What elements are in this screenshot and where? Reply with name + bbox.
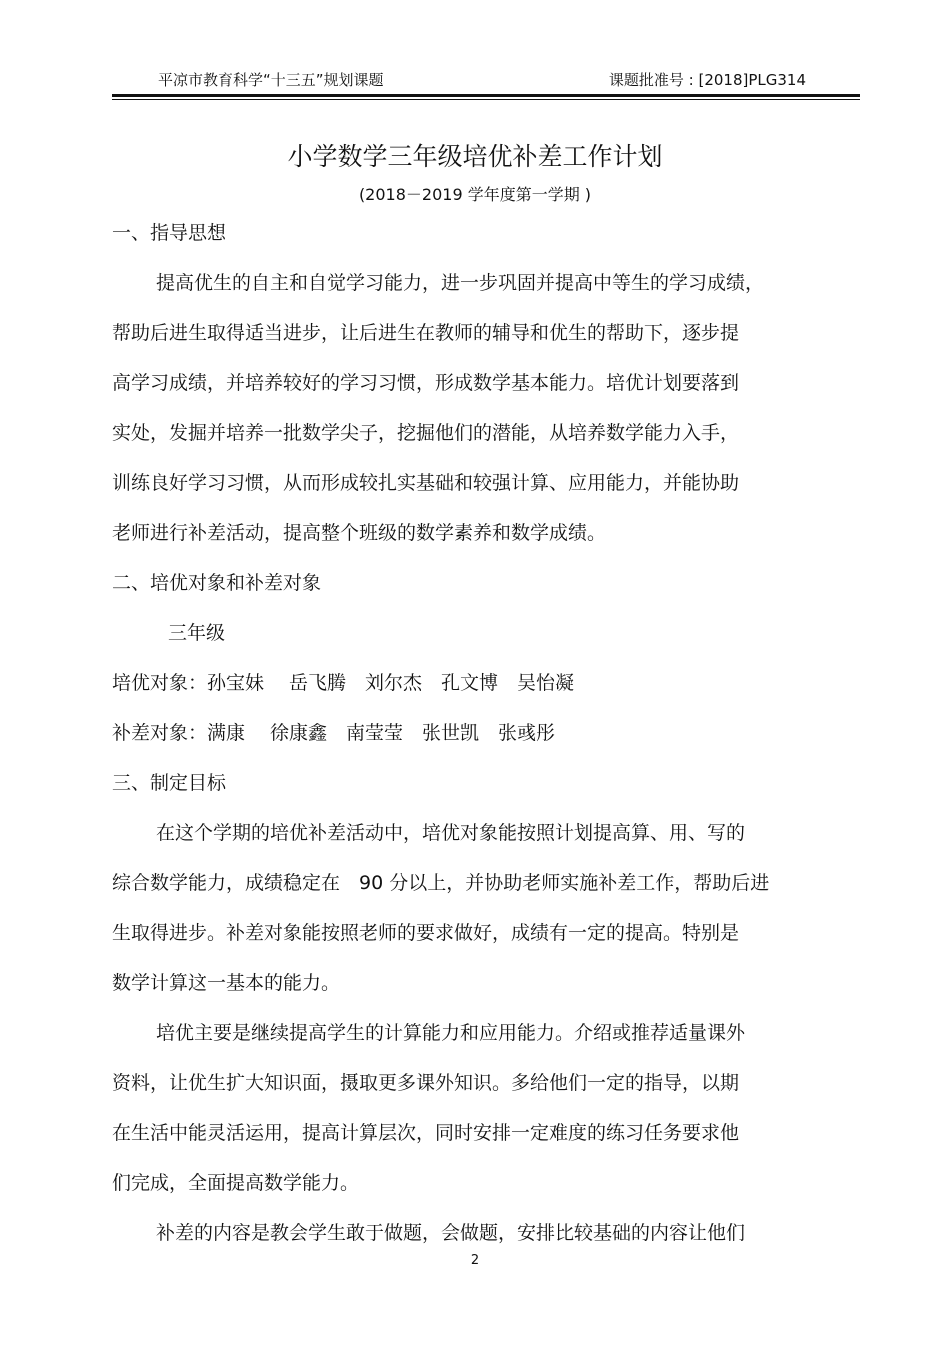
paragraph-line: 训练良好学习习惯，从而形成较扎实基础和较强计算、应用能力，并能协助 [112, 472, 740, 494]
section-heading-goals: 三、制定目标 [112, 772, 227, 794]
header-project-name: 平凉市教育科学“十三五”规划课题 [158, 71, 384, 89]
page-number: 2 [470, 1253, 480, 1268]
section-heading-targets: 二、培优对象和补差对象 [112, 572, 322, 594]
paragraph-line: 实处，发掘并培养一批数学尖子，挖掘他们的潜能，从培养数学能力入手， [112, 422, 740, 444]
paragraph-line: 数学计算这一基本的能力。 [112, 972, 341, 994]
header-rule-thin [112, 99, 860, 100]
paragraph-line: 综合数学能力，成绩稳定在 90 分以上，并协助老师实施补差工作，帮助后进 [112, 872, 770, 894]
paragraph-line: 提高优生的自主和自觉学习能力，进一步巩固并提高中等生的学习成绩， [156, 272, 765, 294]
paragraph-line: 在这个学期的培优补差活动中，培优对象能按照计划提高算、用、写的 [156, 822, 746, 844]
document-subtitle: (2018－2019 学年度第一学期 ) [358, 185, 592, 204]
header-approval-number: 课题批准号 : [2018]PLG314 [608, 71, 806, 89]
grade-label: 三年级 [168, 622, 226, 644]
top-students-list: 培优对象：孙宝妹 岳飞腾 刘尔杰 孔文博 吴怡凝 [112, 672, 575, 694]
document-title: 小学数学三年级培优补差工作计划 [287, 142, 663, 171]
paragraph-line: 高学习成绩，并培养较好的学习习惯，形成数学基本能力。培优计划要落到 [112, 372, 740, 394]
paragraph-line: 老师进行补差活动，提高整个班级的数学素养和数学成绩。 [112, 522, 607, 544]
struggling-students-list: 补差对象：满康 徐康鑫 南莹莹 张世凯 张彧彤 [112, 722, 556, 744]
paragraph-line: 补差的内容是教会学生敢于做题，会做题，安排比较基础的内容让他们 [156, 1222, 746, 1244]
section-heading-guiding-thought: 一、指导思想 [112, 222, 227, 244]
paragraph-line: 培优主要是继续提高学生的计算能力和应用能力。介绍或推荐适量课外 [156, 1022, 746, 1044]
paragraph-line: 帮助后进生取得适当进步，让后进生在教师的辅导和优生的帮助下，逐步提 [112, 322, 740, 344]
paragraph-line: 在生活中能灵活运用，提高计算层次，同时安排一定难度的练习任务要求他 [112, 1122, 740, 1144]
paragraph-line: 们完成，全面提高数学能力。 [112, 1172, 360, 1194]
paragraph-line: 生取得进步。补差对象能按照老师的要求做好，成绩有一定的提高。特别是 [112, 922, 740, 944]
paragraph-line: 资料，让优生扩大知识面，摄取更多课外知识。多给他们一定的指导，以期 [112, 1072, 740, 1094]
header-rule-thick [112, 94, 860, 97]
